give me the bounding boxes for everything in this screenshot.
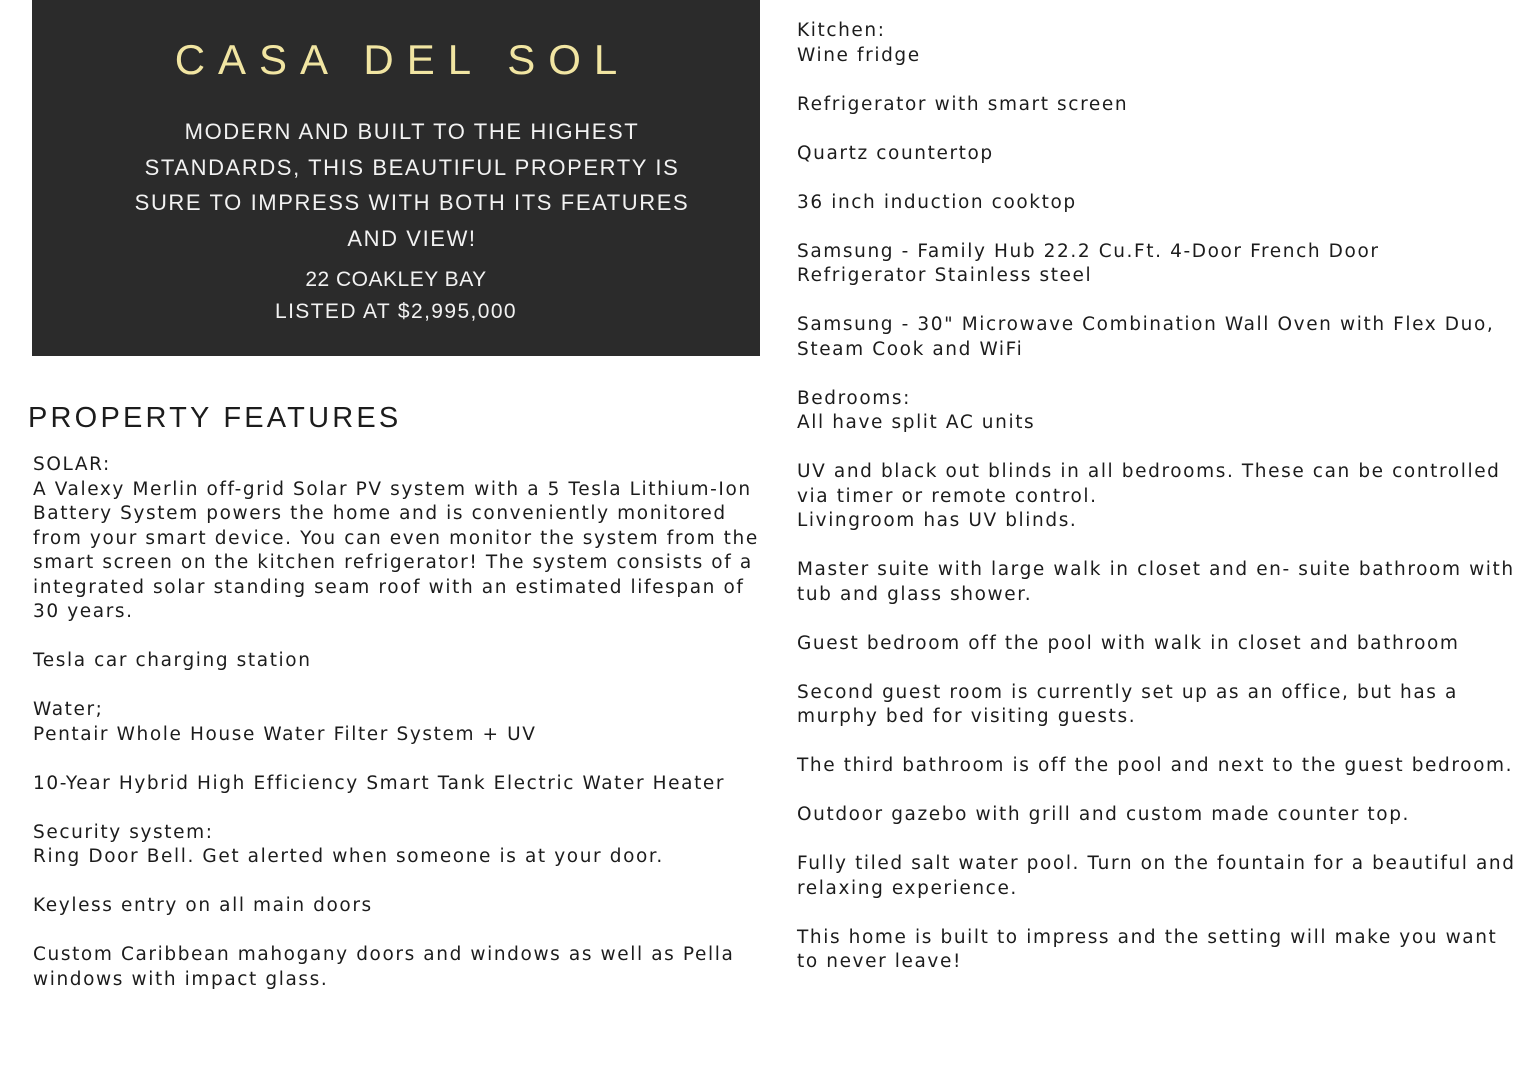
feature-line: Kitchen: — [797, 20, 886, 41]
feature-line: Refrigerator with smart screen — [797, 93, 1129, 115]
feature-paragraph — [797, 19, 1517, 68]
feature-paragraph — [797, 558, 1517, 607]
feature-line: Samsung - Family Hub 22.2 Cu.Ft. 4-Door French Door Refrigerator Stainless steel — [797, 240, 1380, 286]
feature-line: A Valexy Merlin off-grid Solar PV system with a 5 Tesla Lithium-Ion Battery System powers the home and is conveniently monitored from your smart device. You can even monitor the system from the smart screen on the kitchen refrigerator! The system consists of a integrated solar standing seam roof with an estimated lifespan of 30 years. — [33, 478, 759, 622]
features-left-column — [33, 453, 773, 1017]
feature-paragraph — [797, 754, 1517, 779]
feature-paragraph — [797, 142, 1517, 167]
feature-line: UV and black out blinds in all bedrooms. These can be controlled via timer or remote control. — [797, 461, 1501, 507]
feature-paragraph — [33, 698, 773, 747]
feature-line: 36 inch induction cooktop — [797, 191, 1077, 213]
feature-paragraph — [797, 387, 1517, 436]
feature-paragraph — [797, 313, 1517, 362]
feature-paragraph — [33, 894, 773, 919]
property-price: LISTED AT $2,995,000 — [274, 300, 518, 323]
feature-line: Tesla car charging station — [33, 650, 312, 671]
feature-line: Second guest room is currently set up as an office, but has a murphy bed for visiting guests. — [797, 681, 1458, 727]
feature-line: Master suite with large walk in closet and en- suite bathroom with tub and glass shower. — [797, 559, 1515, 605]
feature-line: The third bathroom is off the pool and next to the guest bedroom. — [797, 755, 1514, 776]
feature-paragraph — [797, 460, 1517, 534]
feature-line: Samsung - 30" Microwave Combination Wall Oven with Flex Duo, Steam Cook and WiFi — [797, 314, 1495, 360]
feature-line: SOLAR: — [33, 454, 111, 475]
feature-paragraph — [33, 943, 773, 992]
feature-line: Outdoor gazebo with grill and custom made counter top. — [797, 804, 1411, 825]
feature-line: This home is built to impress and the setting will make you want to never leave! — [797, 926, 1498, 972]
feature-line: Ring Door Bell. Get alerted when someone is at your door. — [33, 846, 664, 867]
feature-line: Guest bedroom off the pool with walk in closet and bathroom — [797, 632, 1460, 654]
feature-line: Pentair Whole House Water Filter System + UV — [33, 723, 537, 745]
features-right-column — [797, 19, 1517, 999]
feature-line: Quartz countertop — [797, 142, 994, 164]
features-heading: PROPERTY FEATURES — [28, 402, 402, 434]
feature-paragraph — [797, 240, 1517, 289]
feature-paragraph — [797, 191, 1517, 216]
feature-paragraph — [33, 821, 773, 870]
property-title: CASA DEL SOL — [174, 36, 631, 83]
feature-line: Livingroom has UV blinds. — [797, 510, 1078, 531]
feature-line: Water; — [33, 699, 104, 720]
feature-line: Wine fridge — [797, 44, 921, 66]
property-address: 22 COAKLEY BAY — [305, 268, 487, 291]
feature-line: Fully tiled salt water pool. Turn on the fountain for a beautiful and relaxing experience. — [797, 853, 1516, 899]
feature-paragraph — [797, 632, 1517, 657]
feature-paragraph — [797, 93, 1517, 118]
feature-line: Bedrooms: — [797, 387, 911, 409]
feature-paragraph — [797, 803, 1517, 828]
feature-paragraph — [797, 681, 1517, 730]
feature-paragraph — [33, 649, 773, 674]
feature-paragraph — [33, 772, 773, 797]
feature-paragraph — [797, 852, 1517, 901]
feature-paragraph — [33, 453, 773, 625]
feature-paragraph — [797, 926, 1517, 975]
feature-line: All have split AC units — [797, 412, 1036, 433]
feature-line: Keyless entry on all main doors — [33, 895, 373, 916]
hero-banner — [32, 0, 760, 356]
property-tagline: MODERN AND BUILT TO THE HIGHEST STANDARDS, THIS BEAUTIFUL PROPERTY IS SURE TO IMPRESS WITH BOTH ITS FEATURES AND VIEW! — [134, 119, 690, 251]
feature-line: Security system: — [33, 821, 214, 843]
feature-line: Custom Caribbean mahogany doors and windows as well as Pella windows with impact glass. — [33, 944, 735, 990]
feature-line: 10-Year Hybrid High Efficiency Smart Tank Electric Water Heater — [33, 772, 726, 794]
